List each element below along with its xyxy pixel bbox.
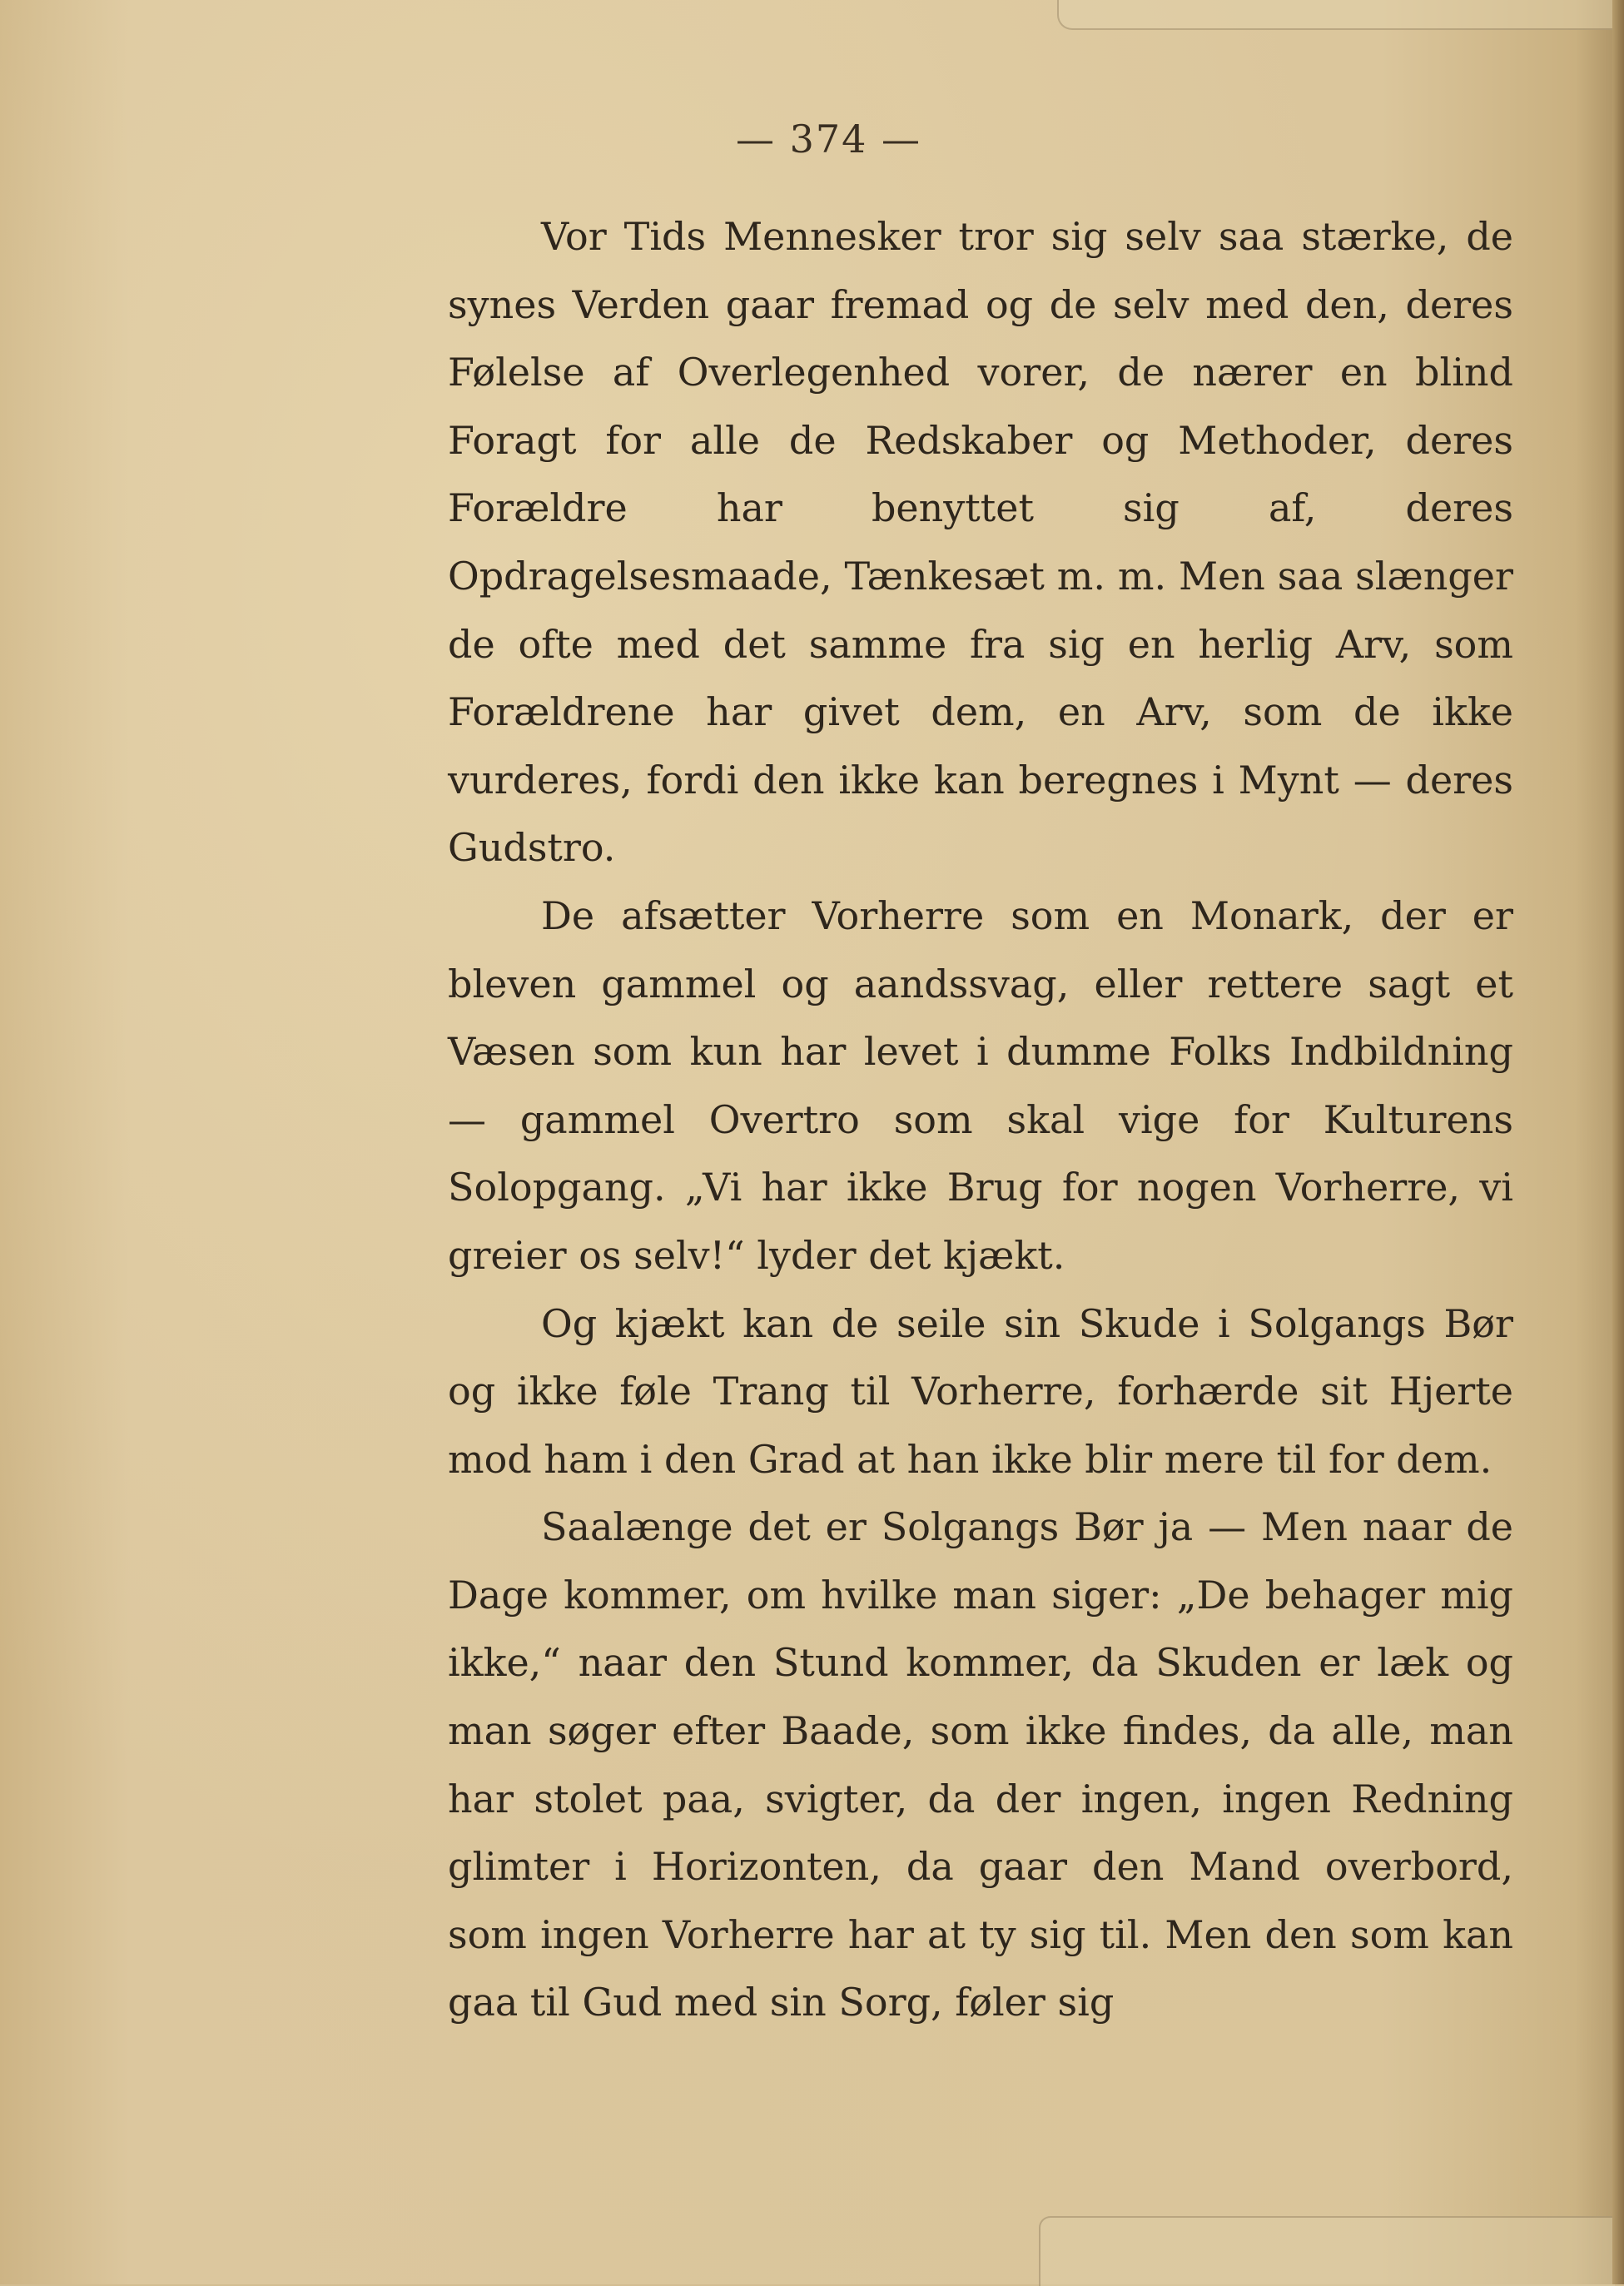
page-edge [1612, 0, 1624, 2284]
page-tab-bottom [1039, 2216, 1615, 2286]
page-tab-top [1057, 0, 1617, 30]
paragraph: De afsætter Vorherre som en Monark, der er bleven gammel og aandssvag, eller rettere sagt et Væsen som kun har levet i dumme Folks Indbildning — gammel Overtro som skal vige for Kulturens Solopgang. „Vi har ikke Brug for nogen Vorherre, vi greier os selv!“ lyder det kjækt. [448, 892, 1513, 1278]
paragraph: Saalænge det er Solgangs Bør ja — Men naar de Dage kommer, om hvilke man siger: „De behager mig ikke,“ naar den Stund kommer, da Skuden er læk og man søger efter Baade, som ikke findes, da alle, man har stolet paa, svigter, da der ingen, ingen Redning glimter i Horizonten, da gaar den Mand overbord, som ingen Vorherre har at ty sig til. Men den som kan gaa til Gud med sin Sorg, føler sig [448, 1504, 1513, 2025]
page-number: — 374 — [735, 117, 922, 162]
paragraph: Vor Tids Mennesker tror sig selv saa stærke, de synes Verden gaar fremad og de selv med den, deres Følelse af Overlegenhed vorer, de nærer en blind Foragt for alle de Redskaber og Methoder, deres Forældre har benyttet sig af, deres Opdragelsesmaade, Tænkesæt m. m. Men saa slænger de ofte med det samme fra sig en herlig Arv, som Forældrene har givet dem, en Arv, som de ikke vurderes, fordi den ikke kan beregnes i Mynt — deres Gudstro. [448, 214, 1513, 871]
body-text [448, 203, 1513, 2037]
paragraph: Og kjækt kan de seile sin Skude i Solgangs Bør og ikke føle Trang til Vorherre, forhærde sit Hjerte mod ham i den Grad at han ikke blir mere til for dem. [448, 1300, 1513, 1482]
